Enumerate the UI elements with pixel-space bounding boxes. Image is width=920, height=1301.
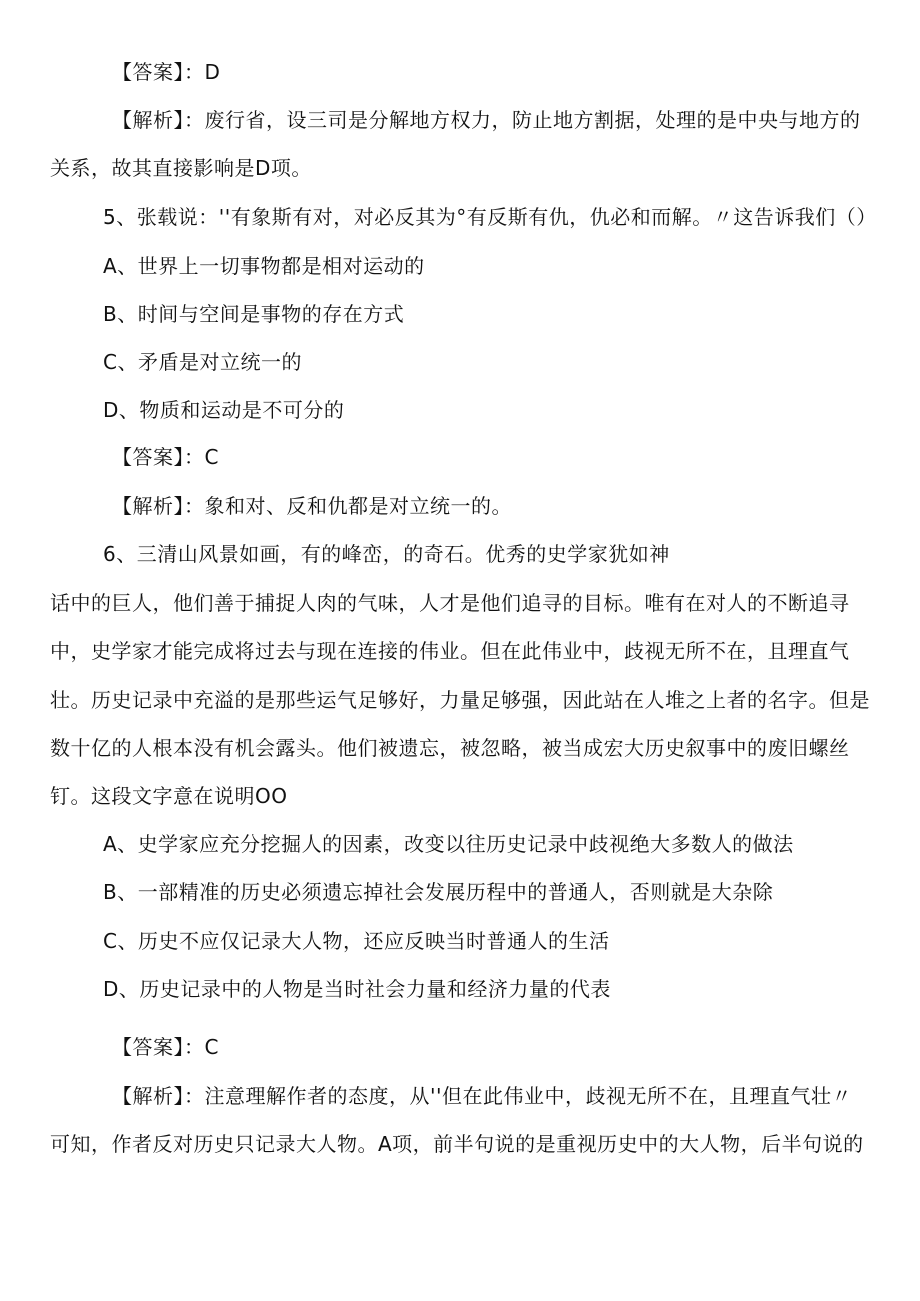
q6-option-a: A、史学家应充分挖掘人的因素，改变以往历史记录中歧视绝大多数人的做法 bbox=[103, 832, 794, 856]
q5-option-b: B、时间与空间是事物的存在方式 bbox=[103, 302, 405, 326]
q4-explanation-line1: 【解析】：废行省，设三司是分解地方权力，防止地方割据，处理的是中央与地方的 bbox=[112, 108, 861, 132]
q6-question-line4: 壮。历史记录中充溢的是那些运气足够好，力量足够强，因此站在人堆之上者的名字。但是 bbox=[50, 688, 870, 712]
q6-explanation-line2: 可知，作者反对历史只记录大人物。A项，前半句说的是重视历史中的大人物，后半句说的 bbox=[50, 1132, 864, 1156]
q6-question-line2: 话中的巨人，他们善于捕捉人肉的气味，人才是他们追寻的目标。唯有在对人的不断追寻 bbox=[50, 591, 850, 615]
q6-option-d: D、历史记录中的人物是当时社会力量和经济力量的代表 bbox=[103, 977, 611, 1001]
q6-question-line6: 钉。这段文字意在说明OO bbox=[50, 784, 288, 808]
q5-option-d: D、物质和运动是不可分的 bbox=[103, 398, 345, 422]
q6-option-c: C、历史不应仅记录大人物，还应反映当时普通人的生活 bbox=[103, 929, 610, 953]
q6-answer: 【答案】：C bbox=[112, 1035, 219, 1059]
q6-option-b: B、一部精准的历史必须遗忘掉社会发展历程中的普通人，否则就是大杂除 bbox=[103, 880, 774, 904]
q6-question-line5: 数十亿的人根本没有机会露头。他们被遗忘，被忽略，被当成宏大历史叙事中的废旧螺丝 bbox=[50, 736, 850, 760]
q5-option-c: C、矛盾是对立统一的 bbox=[103, 350, 302, 374]
q5-option-a: A、世界上一切事物都是相对运动的 bbox=[103, 254, 425, 278]
q5-question: 5、张载说：''有象斯有对，对必反其为°有反斯有仇，仇必和而解。〃这告诉我们（） bbox=[103, 205, 877, 229]
q6-explanation-line1: 【解析】：注意理解作者的态度，从''但在此伟业中，歧视无所不在，且理直气壮〃 bbox=[112, 1084, 852, 1108]
q5-answer: 【答案】：C bbox=[112, 445, 219, 469]
q4-explanation-line2: 关系，故其直接影响是D项。 bbox=[50, 156, 312, 180]
q5-explanation: 【解析】：象和对、反和仇都是对立统一的。 bbox=[112, 494, 512, 518]
q6-question-line3: 中，史学家才能完成将过去与现在连接的伟业。但在此伟业中，歧视无所不在，且理直气 bbox=[50, 639, 850, 663]
q4-answer: 【答案】：D bbox=[112, 60, 221, 84]
q6-question-line1: 6、三清山风景如画，有的峰峦，的奇石。优秀的史学家犹如神 bbox=[103, 542, 670, 566]
